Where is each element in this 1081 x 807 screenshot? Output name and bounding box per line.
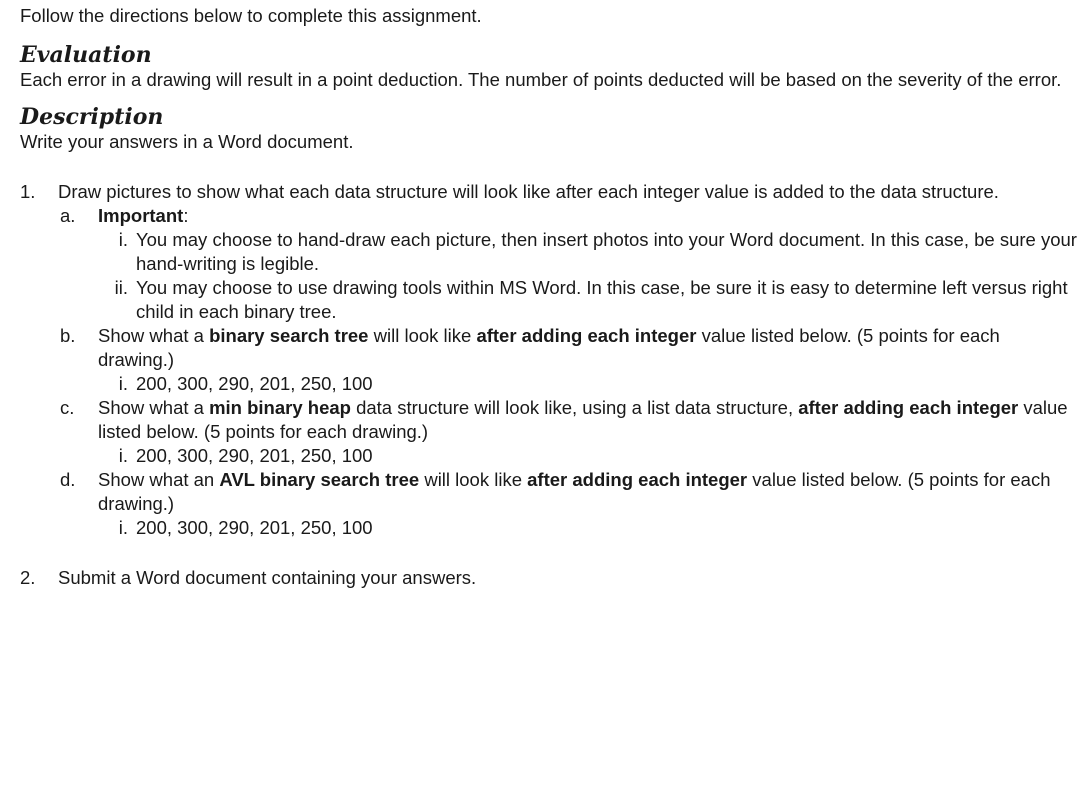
list-marker: b.	[60, 325, 76, 346]
text-run: value listed below. (5 points for each drawing.)	[98, 397, 1068, 442]
sub-item-d	[58, 468, 1081, 540]
text-run: value listed below. (5 points for each drawing.)	[98, 325, 1000, 370]
list-item-text: Draw pictures to show what each data structure will look like after each integer value is added to the data structure.	[58, 181, 999, 202]
intro-text: Follow the directions below to complete this assignment.	[20, 5, 482, 26]
description-text: Write your answers in a Word document.	[20, 131, 354, 152]
sub-sub-list	[98, 372, 1081, 396]
bold-run: min binary heap	[209, 397, 351, 418]
list-item-2	[20, 566, 1081, 590]
directions-list	[20, 180, 1081, 540]
list-marker: i.	[118, 445, 128, 466]
text-run: Show what a	[98, 397, 210, 418]
text-run: will look like	[419, 469, 528, 490]
list-item-text: You may choose to use drawing tools within MS Word. In this case, be sure it is easy to determine left versus right child in each binary tree.	[136, 277, 1068, 322]
evaluation-text: Each error in a drawing will result in a point deduction. The number of points deducted will be based on the severity of the error.	[20, 69, 1062, 90]
sub-sub-item-ii	[98, 276, 1081, 324]
sub-item-b	[58, 324, 1081, 396]
bold-run: AVL binary search tree	[219, 469, 420, 490]
list-item-1	[20, 180, 1081, 540]
text-run: Show what an	[98, 469, 220, 490]
list-item-text: Submit a Word document containing your answers.	[58, 567, 477, 588]
list-marker: 1.	[20, 181, 36, 202]
sub-sub-list	[98, 444, 1081, 468]
list-marker: a.	[60, 205, 76, 226]
list-marker: i.	[118, 517, 128, 538]
sub-sub-list	[98, 516, 1081, 540]
important-colon: :	[183, 205, 189, 226]
description-heading: Description	[20, 104, 164, 130]
bold-run: after adding each integer	[476, 325, 697, 346]
bold-run: binary search tree	[209, 325, 369, 346]
directions-list-continued	[20, 566, 1081, 590]
integer-values: 200, 300, 290, 201, 250, 100	[136, 373, 373, 394]
sub-item-c	[58, 396, 1081, 468]
sub-sub-item-i	[98, 444, 1081, 468]
sub-list	[58, 204, 1081, 540]
list-marker: i.	[118, 229, 128, 250]
list-marker: ii.	[114, 277, 128, 298]
sub-sub-item-i	[98, 228, 1081, 276]
list-item-text: You may choose to hand-draw each picture, then insert photos into your Word document. In this case, be sure your hand-writing is legible.	[136, 229, 1077, 274]
important-label: Important	[98, 205, 184, 226]
list-marker: i.	[118, 373, 128, 394]
list-marker: 2.	[20, 567, 36, 588]
sub-sub-list	[98, 228, 1081, 324]
integer-values: 200, 300, 290, 201, 250, 100	[136, 517, 373, 538]
text-run: Show what a	[98, 325, 210, 346]
text-run: value listed below. (5 points for each drawing.)	[98, 469, 1051, 514]
text-run: will look like	[368, 325, 477, 346]
list-marker: c.	[60, 397, 75, 418]
sub-sub-item-i	[98, 516, 1081, 540]
bold-run: after adding each integer	[798, 397, 1019, 418]
text-run: data structure will look like, using a list data structure,	[350, 397, 799, 418]
list-marker: d.	[60, 469, 76, 490]
bold-run: after adding each integer	[527, 469, 748, 490]
integer-values: 200, 300, 290, 201, 250, 100	[136, 445, 373, 466]
evaluation-heading: Evaluation	[20, 42, 152, 68]
sub-item-a	[58, 204, 1081, 324]
sub-sub-item-i	[98, 372, 1081, 396]
assignment-page	[0, 4, 1081, 807]
